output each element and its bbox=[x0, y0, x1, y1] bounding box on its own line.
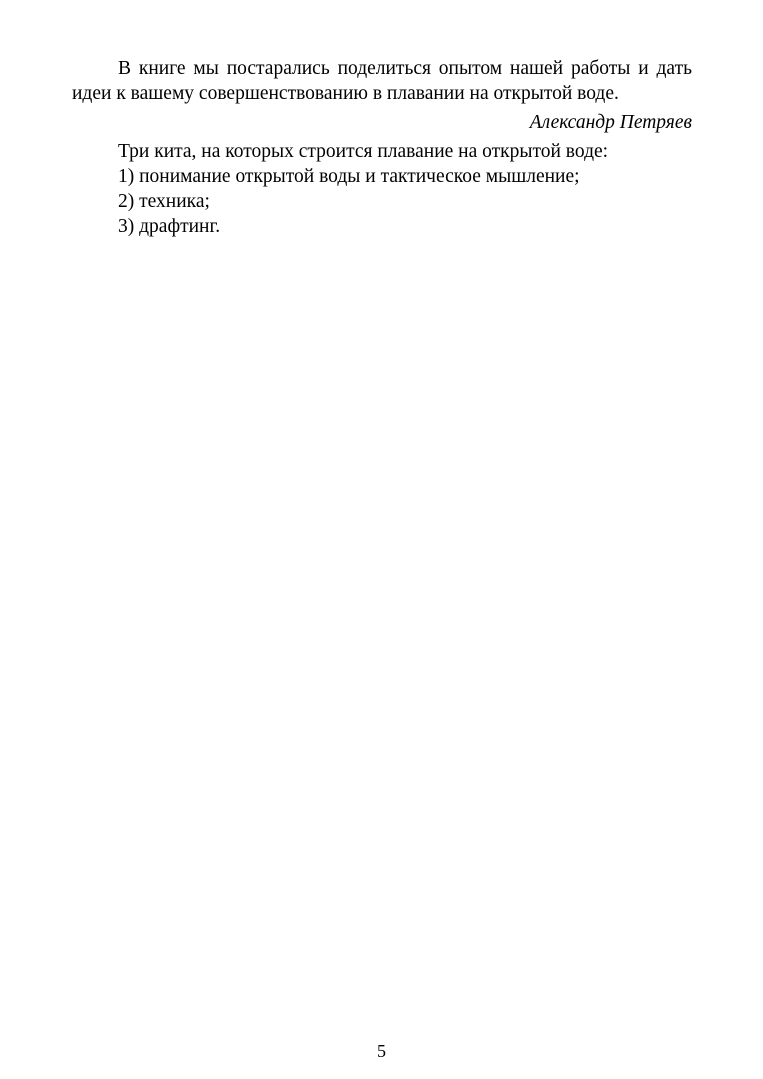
lead-sentence: Три кита, на которых строится плавание на открытой воде: bbox=[118, 141, 609, 162]
author-signature: Александр Петряев bbox=[529, 112, 692, 133]
intro-paragraph: В книге мы постарались поделиться опытом нашей работы и дать идеи к вашему совершенствованию в плавании на открытой воде. bbox=[72, 58, 692, 104]
list-item: 1) понимание открытой воды и тактическое мышление; bbox=[118, 166, 580, 187]
list-item: 3) драфтинг. bbox=[118, 216, 221, 237]
page-body bbox=[72, 56, 692, 239]
principles-list bbox=[72, 164, 692, 239]
page-number: 5 bbox=[377, 1041, 386, 1061]
list-item: 2) техника; bbox=[118, 191, 210, 212]
